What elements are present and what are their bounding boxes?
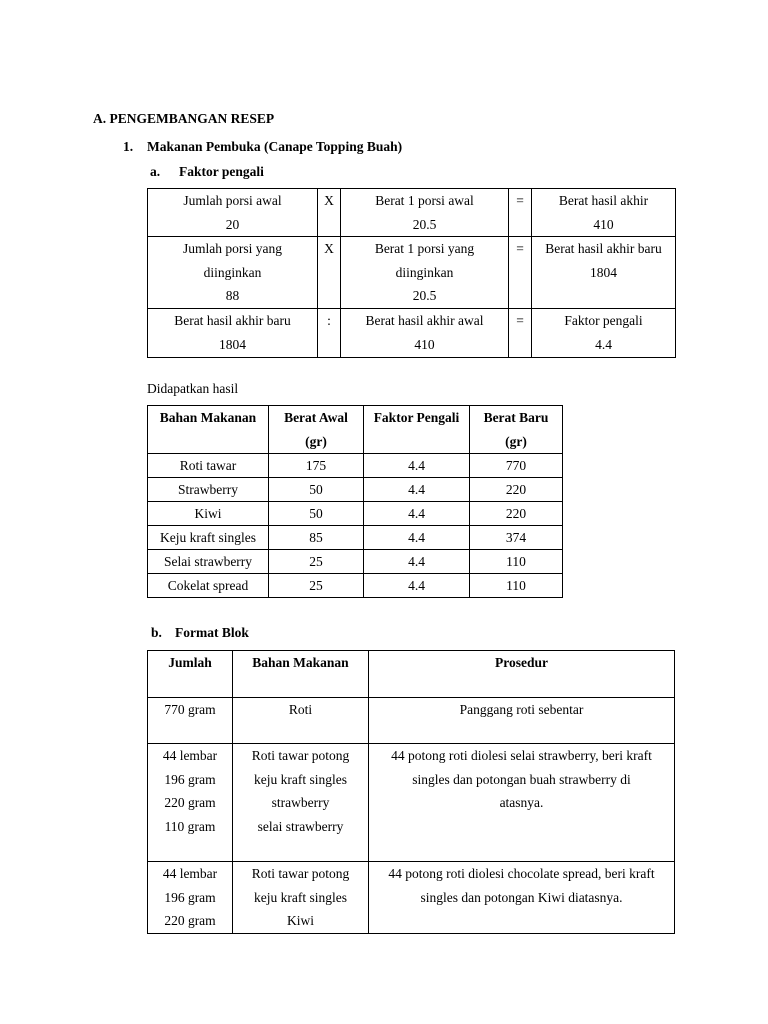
table-cell: Berat hasil akhir baru 1804	[148, 309, 318, 358]
table-cell: 50	[269, 502, 364, 526]
table-cell: Berat hasil akhir 410	[532, 189, 676, 237]
table-row	[148, 698, 675, 744]
column-header: Bahan Makanan	[233, 651, 369, 698]
table-row	[148, 526, 563, 550]
table-cell: Roti tawar potong keju kraft singles strawberry selai strawberry	[233, 744, 369, 862]
operator-cell: =	[509, 237, 532, 309]
table-row	[148, 454, 563, 478]
part-b-title: Format Blok	[175, 625, 249, 640]
table-cell: Roti	[233, 698, 369, 744]
table-cell: 44 potong roti diolesi selai strawberry, beri kraft singles dan potongan buah strawberry di atasnya.	[369, 744, 675, 862]
part-b-letter: b.	[151, 625, 162, 640]
operator-cell: =	[509, 189, 532, 237]
table-cell: Berat hasil akhir awal 410	[341, 309, 509, 358]
table-cell: 4.4	[364, 478, 470, 502]
table-cell: Jumlah porsi yang diinginkan 88	[148, 237, 318, 309]
table-cell: Kiwi	[148, 502, 269, 526]
table-cell: 220	[470, 478, 563, 502]
table-header-row	[148, 651, 675, 698]
table-row	[148, 550, 563, 574]
subsection-title: Makanan Pembuka (Canape Topping Buah)	[147, 139, 403, 154]
operator-cell: X	[318, 237, 341, 309]
table-cell: 44 lembar 196 gram 220 gram	[148, 862, 233, 934]
table-cell: Berat hasil akhir baru 1804	[532, 237, 676, 309]
table-cell: 4.4	[364, 502, 470, 526]
column-header: Berat Awal (gr)	[269, 406, 364, 454]
table-row	[148, 574, 563, 598]
operator-cell: :	[318, 309, 341, 358]
section-title: A. PENGEMBANGAN RESEP	[93, 111, 275, 126]
column-header: Jumlah	[148, 651, 233, 698]
table-cell: Selai strawberry	[148, 550, 269, 574]
column-header: Prosedur	[369, 651, 675, 698]
table-cell: 44 lembar 196 gram 220 gram 110 gram	[148, 744, 233, 862]
part-a-letter: a.	[150, 164, 161, 179]
table-cell: 770	[470, 454, 563, 478]
table-row	[148, 237, 676, 309]
column-header: Faktor Pengali	[364, 406, 470, 454]
table-cell: 4.4	[364, 574, 470, 598]
table-cell: 85	[269, 526, 364, 550]
part-a-title: Faktor pengali	[179, 164, 264, 179]
table-cell: 374	[470, 526, 563, 550]
table-cell: 175	[269, 454, 364, 478]
subsection-number: 1.	[123, 139, 134, 154]
table-cell: Keju kraft singles	[148, 526, 269, 550]
table-cell: 110	[470, 550, 563, 574]
operator-cell: =	[509, 309, 532, 358]
table-cell: Berat 1 porsi awal 20.5	[341, 189, 509, 237]
table-row	[148, 862, 675, 934]
table-cell: Jumlah porsi awal 20	[148, 189, 318, 237]
table-cell: 50	[269, 478, 364, 502]
table-cell: Faktor pengali 4.4	[532, 309, 676, 358]
table-row	[148, 478, 563, 502]
table-cell: Berat 1 porsi yang diinginkan 20.5	[341, 237, 509, 309]
column-header: Bahan Makanan	[148, 406, 269, 454]
table-cell: 4.4	[364, 454, 470, 478]
table-cell: 770 gram	[148, 698, 233, 744]
table-row	[148, 502, 563, 526]
table-cell: 44 potong roti diolesi chocolate spread, beri kraft singles dan potongan Kiwi diatasnya.	[369, 862, 675, 934]
ingredients-table	[147, 405, 563, 598]
factor-table	[147, 188, 676, 358]
table-cell: 220	[470, 502, 563, 526]
table-cell: Strawberry	[148, 478, 269, 502]
table-cell: 4.4	[364, 526, 470, 550]
table-cell: 25	[269, 574, 364, 598]
table-cell: 25	[269, 550, 364, 574]
result-label: Didapatkan hasil	[147, 381, 239, 396]
table-header-row	[148, 406, 563, 454]
table-cell: Roti tawar	[148, 454, 269, 478]
table-row	[148, 309, 676, 358]
column-header: Berat Baru (gr)	[470, 406, 563, 454]
table-cell: Roti tawar potong keju kraft singles Kiwi	[233, 862, 369, 934]
table-cell: 110	[470, 574, 563, 598]
block-table	[147, 650, 675, 934]
operator-cell: X	[318, 189, 341, 237]
table-row	[148, 189, 676, 237]
table-row	[148, 744, 675, 862]
table-cell: 4.4	[364, 550, 470, 574]
table-cell: Panggang roti sebentar	[369, 698, 675, 744]
table-cell: Cokelat spread	[148, 574, 269, 598]
